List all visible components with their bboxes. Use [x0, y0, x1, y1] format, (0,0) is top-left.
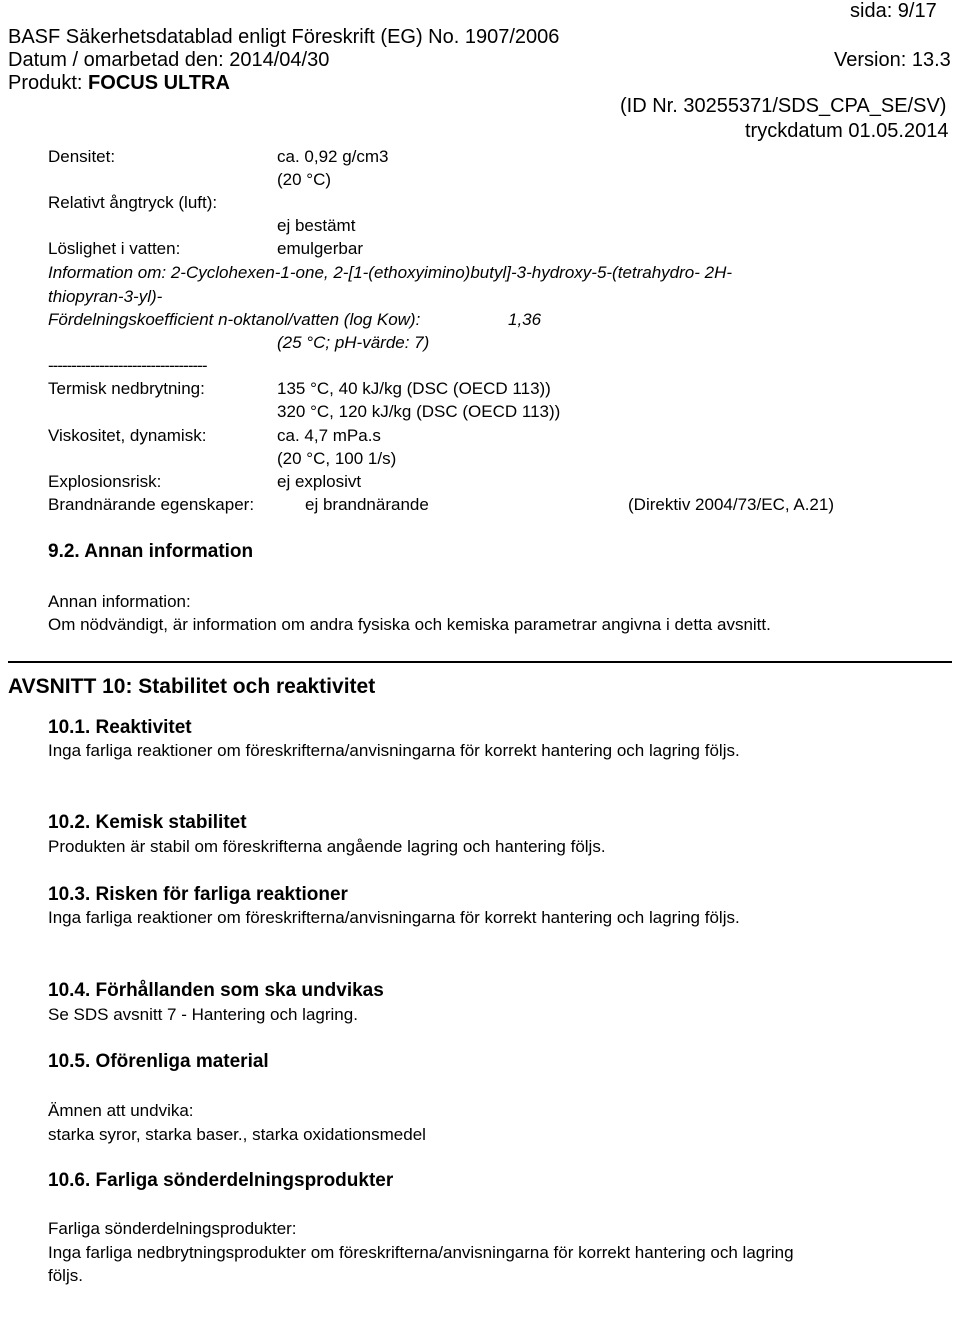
section-10-heading: AVSNITT 10: Stabilitet och reaktivitet	[8, 675, 376, 698]
product-name: FOCUS ULTRA	[88, 72, 230, 94]
partition-coefficient-condition: (25 °C; pH-värde: 7)	[277, 333, 430, 352]
print-date: tryckdatum 01.05.2014	[745, 120, 949, 142]
oxidizing-reference: (Direktiv 2004/73/EC, A.21)	[628, 495, 834, 514]
vapour-density-label: Relativt ångtryck (luft):	[48, 193, 218, 212]
section-10-1-text: Inga farliga reaktioner om föreskrifterna/anvisningarna för korrekt hantering och lagring följs.	[48, 741, 740, 760]
separator-dashes: ----------------------------------	[48, 356, 207, 375]
solubility-value: emulgerbar	[277, 239, 363, 258]
viscosity-condition: (20 °C, 100 1/s)	[277, 449, 397, 468]
partition-coefficient-value: 1,36	[508, 310, 542, 329]
page-number: sida: 9/17	[850, 0, 937, 22]
section-10-3-heading: 10.3. Risken för farliga reaktioner	[48, 884, 348, 905]
explosion-risk-value: ej explosivt	[277, 472, 362, 491]
partition-coefficient-label: Fördelningskoefficient n-oktanol/vatten (log Kow):	[48, 310, 421, 329]
oxidizing-label: Brandnärande egenskaper:	[48, 495, 255, 514]
substance-info-line1: Information om: 2-Cyclohexen-1-one, 2-[1-(ethoxyimino)butyl]-3-hydroxy-5-(tetrahydro- 2H-	[48, 263, 733, 282]
other-info-label: Annan information:	[48, 592, 191, 611]
section-10-5-label: Ämnen att undvika:	[48, 1101, 194, 1120]
viscosity-label: Viskositet, dynamisk:	[48, 426, 207, 445]
sds-title: BASF Säkerhetsdatablad enligt Föreskrift (EG) No. 1907/2006	[8, 26, 560, 48]
section-10-6-heading: 10.6. Farliga sönderdelningsprodukter	[48, 1170, 394, 1191]
density-value: ca. 0,92 g/cm3	[277, 147, 389, 166]
density-condition: (20 °C)	[277, 170, 332, 189]
product-line	[8, 73, 230, 93]
thermal-decomposition-value-1: 135 °C, 40 kJ/kg (DSC (OECD 113))	[277, 379, 551, 398]
section-10-2-text: Produkten är stabil om föreskrifterna angående lagring och hantering följs.	[48, 837, 606, 856]
section-10-1-heading: 10.1. Reaktivitet	[48, 717, 192, 738]
other-info-text: Om nödvändigt, är information om andra fysiska och kemiska parametrar angivna i detta avsnitt.	[48, 615, 771, 634]
density-label: Densitet:	[48, 147, 116, 166]
solubility-label: Löslighet i vatten:	[48, 239, 181, 258]
thermal-decomposition-value-2: 320 °C, 120 kJ/kg (DSC (OECD 113))	[277, 402, 561, 421]
substance-info-line2: thiopyran-3-yl)-	[48, 287, 163, 306]
section-10-3-text: Inga farliga reaktioner om föreskrifterna/anvisningarna för korrekt hantering och lagring följs.	[48, 908, 740, 927]
viscosity-value: ca. 4,7 mPa.s	[277, 426, 381, 445]
version: Version: 13.3	[834, 49, 951, 71]
section-10-4-heading: 10.4. Förhållanden som ska undvikas	[48, 980, 384, 1001]
section-10-5-heading: 10.5. Oförenliga material	[48, 1051, 269, 1072]
thermal-decomposition-label: Termisk nedbrytning:	[48, 379, 205, 398]
section-10-2-heading: 10.2. Kemisk stabilitet	[48, 812, 247, 833]
id-number: (ID Nr. 30255371/SDS_CPA_SE/SV)	[620, 95, 947, 117]
oxidizing-value: ej brandnärande	[305, 495, 429, 514]
explosion-risk-label: Explosionsrisk:	[48, 472, 162, 491]
section-9-2-heading: 9.2. Annan information	[48, 541, 254, 562]
section-10-6-label: Farliga sönderdelningsprodukter:	[48, 1219, 297, 1238]
section-10-6-text-line1: Inga farliga nedbrytningsprodukter om föreskrifterna/anvisningarna för korrekt hantering och lagring	[48, 1243, 794, 1262]
section-10-6-text-line2: följs.	[48, 1266, 83, 1285]
section-10-5-text: starka syror, starka baser., starka oxidationsmedel	[48, 1125, 426, 1144]
section-10-4-text: Se SDS avsnitt 7 - Hantering och lagring.	[48, 1005, 358, 1024]
vapour-density-value: ej bestämt	[277, 216, 356, 235]
section-divider	[8, 661, 952, 663]
product-label: Produkt:	[8, 72, 89, 94]
revision-date: Datum / omarbetad den: 2014/04/30	[8, 49, 330, 71]
